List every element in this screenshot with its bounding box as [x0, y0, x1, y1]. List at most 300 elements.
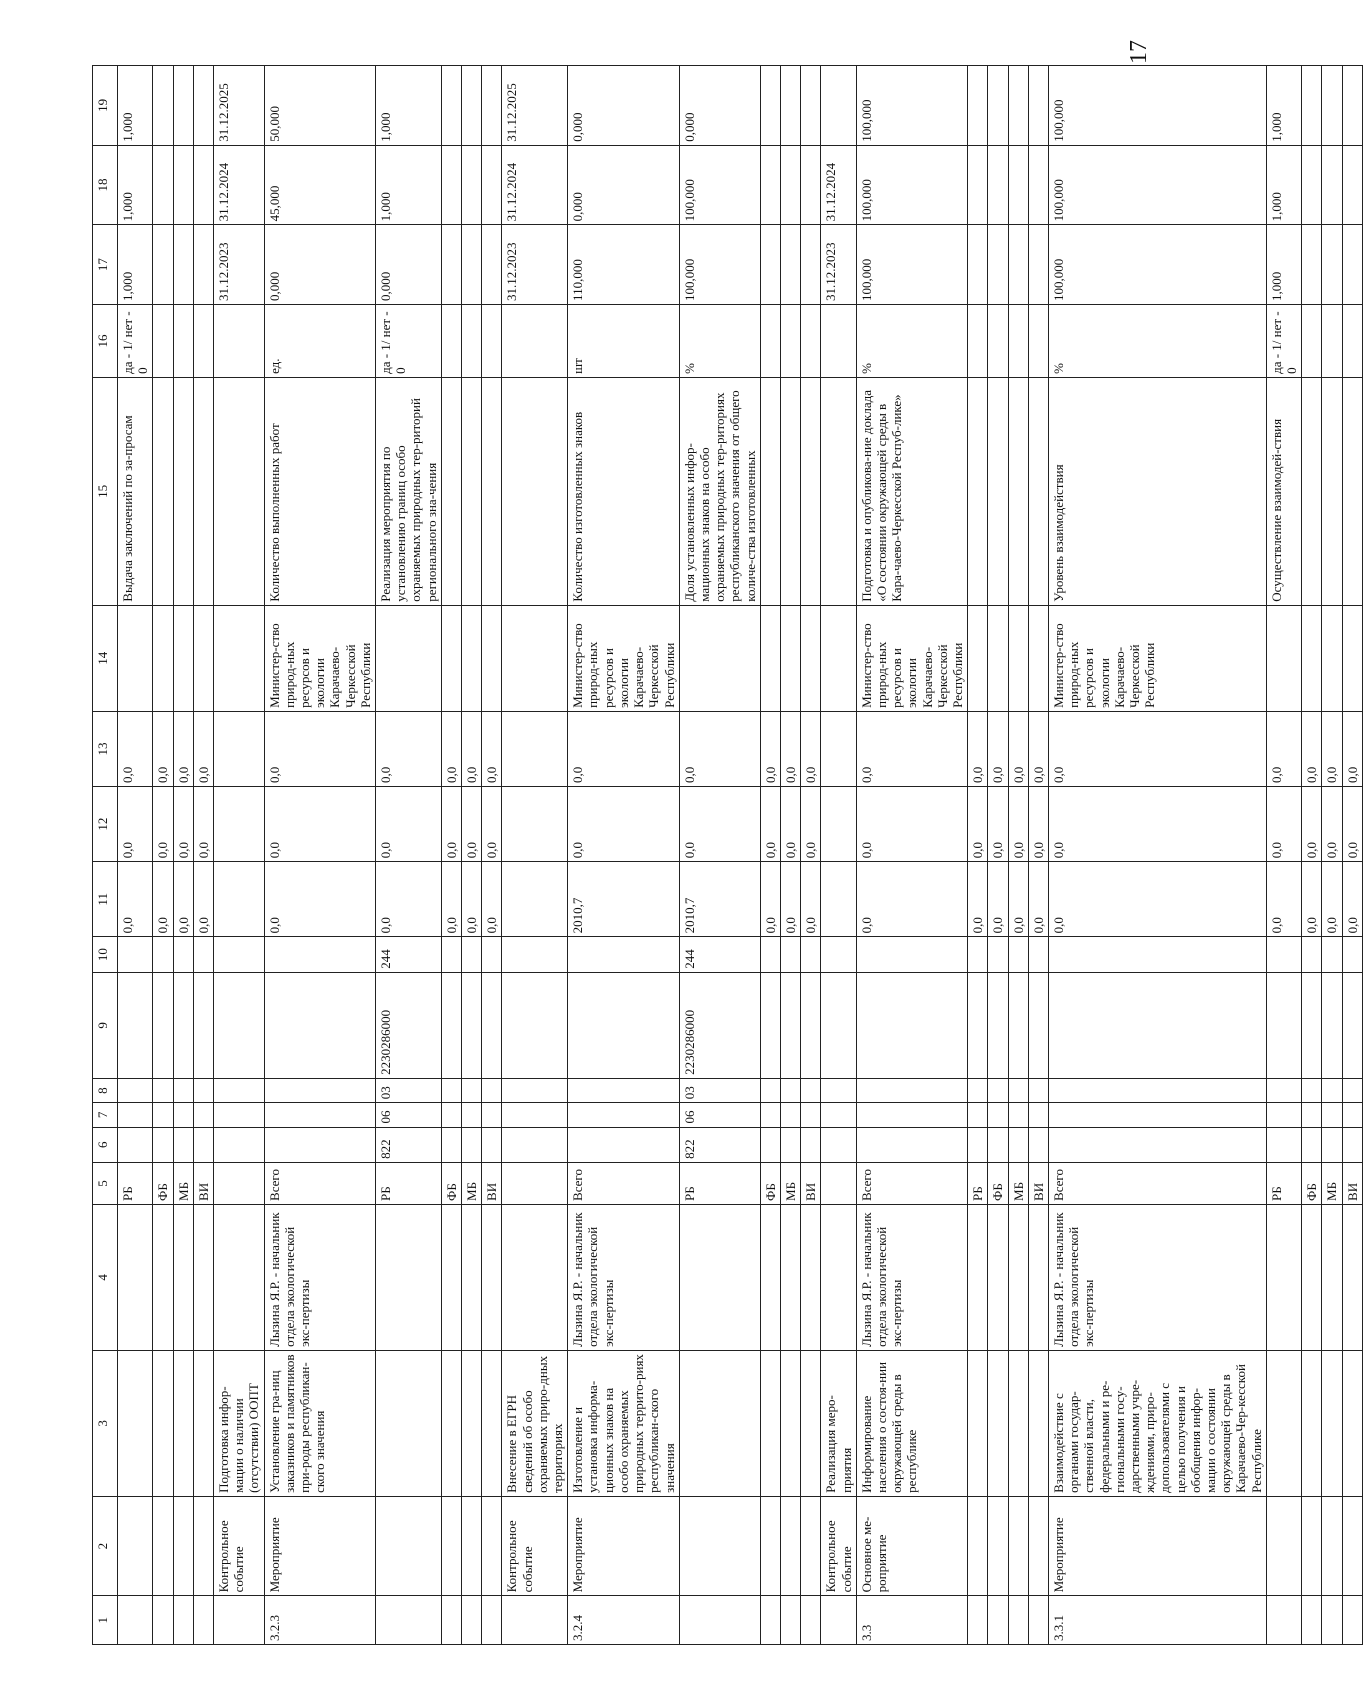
table-cell	[502, 1103, 568, 1127]
table-cell	[856, 1103, 967, 1127]
table-cell	[780, 1127, 800, 1162]
table-cell: 03	[679, 1078, 760, 1102]
table-cell	[968, 1078, 988, 1102]
table-cell	[801, 66, 821, 146]
table-cell	[821, 972, 856, 1078]
table-cell: 0,0	[856, 862, 967, 937]
table-cell: 0,0	[1048, 711, 1266, 786]
table-cell	[1028, 1350, 1048, 1496]
table-cell	[1322, 1496, 1342, 1596]
table-row	[153, 66, 173, 1645]
table-cell: РБ	[118, 1162, 153, 1204]
table-cell	[801, 145, 821, 225]
table-cell: МБ	[780, 1162, 800, 1204]
table-cell	[760, 304, 780, 377]
table-cell	[153, 1078, 173, 1102]
table-cell: 100,000	[679, 145, 760, 225]
table-cell: 0,0	[568, 787, 679, 862]
table-cell: Уровень взаимодействия	[1048, 377, 1266, 605]
table-cell	[1322, 377, 1342, 605]
table-cell	[1266, 972, 1301, 1078]
column-number: 11	[93, 862, 118, 937]
table-cell	[1028, 1496, 1048, 1596]
table-row	[1048, 66, 1266, 1645]
table-cell: 0,0	[801, 711, 821, 786]
table-cell	[462, 972, 482, 1078]
table-cell	[760, 937, 780, 972]
table-cell: ФБ	[441, 1162, 461, 1204]
table-cell	[118, 1496, 153, 1596]
table-cell: Мероприятие	[264, 1496, 375, 1596]
table-cell	[1266, 1103, 1301, 1127]
table-cell	[441, 937, 461, 972]
table-cell	[173, 605, 193, 711]
table-cell	[214, 862, 265, 937]
table-cell: Министер-ство природ-ных ресурсов и экологии Карачаево-Черкесской Республики	[264, 605, 375, 711]
table-row	[173, 66, 193, 1645]
table-cell	[968, 304, 988, 377]
table-cell	[968, 1204, 988, 1350]
table-cell	[153, 377, 173, 605]
table-cell: 110,000	[568, 225, 679, 305]
table-cell	[568, 937, 679, 972]
table-cell: 822	[679, 1127, 760, 1162]
table-cell: 06	[376, 1103, 442, 1127]
table-cell	[502, 862, 568, 937]
table-row	[780, 66, 800, 1645]
table-cell	[441, 66, 461, 146]
table-cell: Основное ме-роприятие	[856, 1496, 967, 1596]
table-cell	[441, 377, 461, 605]
table-cell	[568, 972, 679, 1078]
table-row	[1028, 66, 1048, 1645]
table-cell: ФБ	[153, 1162, 173, 1204]
table-cell	[173, 1350, 193, 1496]
table-cell	[988, 145, 1008, 225]
table-cell: МБ	[1322, 1162, 1342, 1204]
table-cell	[801, 1496, 821, 1596]
table-cell	[1342, 1078, 1362, 1102]
table-cell	[760, 66, 780, 146]
table-row	[988, 66, 1008, 1645]
table-cell: 100,000	[856, 66, 967, 146]
table-cell	[968, 605, 988, 711]
table-cell	[441, 1204, 461, 1350]
table-cell	[968, 972, 988, 1078]
table-cell	[988, 66, 1008, 146]
table-cell	[153, 225, 173, 305]
table-row	[568, 66, 679, 1645]
table-cell: 0,0	[462, 711, 482, 786]
table-cell: %	[1048, 304, 1266, 377]
table-cell	[462, 1350, 482, 1496]
table-cell: 1,000	[1266, 145, 1301, 225]
table-cell	[1342, 1127, 1362, 1162]
table-cell	[1266, 1078, 1301, 1102]
table-cell	[1322, 1204, 1342, 1350]
table-cell: 0,0	[193, 787, 213, 862]
table-cell	[1322, 66, 1342, 146]
table-cell	[856, 1078, 967, 1102]
table-cell	[441, 1350, 461, 1496]
table-row	[193, 66, 213, 1645]
table-cell	[988, 1496, 1008, 1596]
table-cell: 0,0	[441, 862, 461, 937]
table-cell	[1008, 377, 1028, 605]
table-cell	[968, 937, 988, 972]
table-cell: 2230286000	[376, 972, 442, 1078]
table-cell	[1322, 304, 1342, 377]
table-cell	[118, 1078, 153, 1102]
table-cell	[821, 605, 856, 711]
table-cell	[801, 304, 821, 377]
table-cell: 0,0	[1266, 862, 1301, 937]
table-cell	[482, 377, 502, 605]
table-cell: 0,0	[441, 787, 461, 862]
table-cell	[193, 605, 213, 711]
page-number: 17	[1126, 40, 1152, 64]
column-number-row	[93, 66, 118, 1645]
table-cell	[118, 1204, 153, 1350]
table-cell	[1342, 1103, 1362, 1127]
table-cell: Всего	[264, 1162, 375, 1204]
table-cell	[679, 1496, 760, 1596]
table-row	[482, 66, 502, 1645]
table-cell: 3.2.3	[264, 1596, 375, 1645]
column-number: 6	[93, 1127, 118, 1162]
table-cell	[153, 1127, 173, 1162]
table-cell	[1302, 225, 1322, 305]
table-cell: МБ	[1008, 1162, 1028, 1204]
table-cell	[1342, 1496, 1362, 1596]
table-cell	[153, 145, 173, 225]
table-cell: 0,0	[376, 711, 442, 786]
table-cell	[1266, 1127, 1301, 1162]
table-cell: 31.12.2023	[821, 225, 856, 305]
table-cell	[193, 1204, 213, 1350]
table-cell	[502, 1127, 568, 1162]
column-number: 18	[93, 145, 118, 225]
table-cell	[173, 304, 193, 377]
table-cell	[214, 1596, 265, 1645]
table-cell	[1008, 1103, 1028, 1127]
table-cell: 0,0	[760, 711, 780, 786]
table-cell	[1028, 145, 1048, 225]
table-cell: РБ	[679, 1162, 760, 1204]
table-body	[93, 66, 1363, 1645]
table-cell	[482, 1127, 502, 1162]
table-cell: Лызина Я.Р. - начальник отдела экологической экс-пертизы	[1048, 1204, 1266, 1350]
table-cell: 0,0	[441, 711, 461, 786]
table-cell	[118, 1127, 153, 1162]
table-cell: Мероприятие	[568, 1496, 679, 1596]
table-cell	[1028, 972, 1048, 1078]
table-cell: 0,0	[153, 711, 173, 786]
table-cell: 0,0	[482, 862, 502, 937]
table-cell	[968, 1350, 988, 1496]
table-cell	[441, 605, 461, 711]
table-cell	[988, 377, 1008, 605]
table-cell	[193, 377, 213, 605]
table-cell	[1028, 377, 1048, 605]
table-cell	[462, 66, 482, 146]
table-cell	[760, 972, 780, 1078]
table-cell: 0,0	[1302, 787, 1322, 862]
table-cell: Реализация меро-приятия	[821, 1350, 856, 1496]
table-cell	[780, 66, 800, 146]
table-cell: 45,000	[264, 145, 375, 225]
table-cell	[1302, 1078, 1322, 1102]
table-cell	[264, 972, 375, 1078]
column-number: 12	[93, 787, 118, 862]
table-cell: 0,0	[153, 787, 173, 862]
table-cell	[482, 225, 502, 305]
table-cell: 0,0	[482, 787, 502, 862]
table-cell	[760, 605, 780, 711]
table-cell	[988, 937, 1008, 972]
table-cell: ФБ	[1302, 1162, 1322, 1204]
table-cell: Министер-ство природ-ных ресурсов и экологии Карачаево-Черкесской Республики	[856, 605, 967, 711]
table-cell	[214, 304, 265, 377]
table-cell	[153, 605, 173, 711]
table-cell: 100,000	[1048, 225, 1266, 305]
table-cell	[173, 1204, 193, 1350]
table-cell	[1322, 145, 1342, 225]
table-cell	[780, 1496, 800, 1596]
table-cell: 0,0	[679, 711, 760, 786]
table-cell	[780, 1204, 800, 1350]
table-cell: %	[856, 304, 967, 377]
table-cell	[118, 972, 153, 1078]
table-cell	[1048, 1103, 1266, 1127]
table-cell	[214, 711, 265, 786]
table-cell	[1028, 1103, 1048, 1127]
table-cell	[1342, 937, 1362, 972]
table-row	[1322, 66, 1342, 1645]
column-number: 7	[93, 1103, 118, 1127]
table-cell: ВИ	[1028, 1162, 1048, 1204]
table-cell: Всего	[568, 1162, 679, 1204]
table-cell	[801, 605, 821, 711]
table-cell	[376, 605, 442, 711]
table-cell	[1342, 1350, 1362, 1496]
table-row	[1266, 66, 1301, 1645]
table-cell	[801, 1350, 821, 1496]
table-cell: ФБ	[760, 1162, 780, 1204]
table-row	[502, 66, 568, 1645]
table-cell	[801, 937, 821, 972]
table-cell	[568, 1078, 679, 1102]
table-cell: 100,000	[856, 225, 967, 305]
table-cell	[1008, 145, 1028, 225]
table-cell	[462, 1103, 482, 1127]
table-cell: 0,000	[568, 145, 679, 225]
table-cell	[1322, 1127, 1342, 1162]
table-cell	[173, 1103, 193, 1127]
table-cell	[502, 711, 568, 786]
table-cell	[1302, 1204, 1322, 1350]
table-cell	[780, 304, 800, 377]
table-cell	[482, 1078, 502, 1102]
table-cell	[1302, 605, 1322, 711]
table-cell	[193, 937, 213, 972]
table-cell	[502, 1596, 568, 1645]
table-cell	[1028, 1127, 1048, 1162]
table-cell: 0,0	[1048, 787, 1266, 862]
table-cell: 3.3.1	[1048, 1596, 1266, 1645]
table-cell: 0,0	[376, 862, 442, 937]
table-cell: 822	[376, 1127, 442, 1162]
table-cell	[214, 972, 265, 1078]
table-cell	[821, 1127, 856, 1162]
table-cell	[1008, 937, 1028, 972]
table-cell	[153, 304, 173, 377]
table-row	[801, 66, 821, 1645]
table-cell: Количество выполненных работ	[264, 377, 375, 605]
table-cell	[1302, 1596, 1322, 1645]
table-cell	[214, 605, 265, 711]
table-cell	[376, 1350, 442, 1496]
table-cell	[801, 1596, 821, 1645]
table-cell: 0,0	[118, 862, 153, 937]
column-number: 14	[93, 605, 118, 711]
table-cell	[173, 145, 193, 225]
table-cell	[1028, 1204, 1048, 1350]
table-row	[1302, 66, 1322, 1645]
table-cell	[1028, 66, 1048, 146]
table-cell	[214, 1204, 265, 1350]
table-cell	[760, 1596, 780, 1645]
table-cell	[462, 937, 482, 972]
table-cell	[1008, 1204, 1028, 1350]
table-cell	[462, 1596, 482, 1645]
table-cell	[482, 1350, 502, 1496]
table-cell: 06	[679, 1103, 760, 1127]
table-cell: 0,0	[193, 711, 213, 786]
table-cell: шт	[568, 304, 679, 377]
table-cell	[441, 972, 461, 1078]
table-cell	[502, 937, 568, 972]
table-cell	[1008, 605, 1028, 711]
table-cell	[193, 1127, 213, 1162]
table-cell	[153, 1596, 173, 1645]
table-cell	[821, 937, 856, 972]
table-cell: 1,000	[118, 225, 153, 305]
table-cell: 0,000	[376, 225, 442, 305]
table-cell: 0,0	[801, 787, 821, 862]
column-number: 8	[93, 1078, 118, 1102]
table-cell	[462, 145, 482, 225]
table-cell: 31.12.2024	[821, 145, 856, 225]
table-cell	[1008, 1596, 1028, 1645]
table-cell: РБ	[968, 1162, 988, 1204]
table-cell	[679, 1350, 760, 1496]
table-cell: 0,0	[968, 787, 988, 862]
table-cell	[482, 1496, 502, 1596]
table-cell: 100,000	[1048, 66, 1266, 146]
table-cell: Министер-ство природ-ных ресурсов и экологии Карачаево-Черкесской Республики	[568, 605, 679, 711]
table-cell	[988, 1204, 1008, 1350]
table-cell	[173, 1596, 193, 1645]
table-cell	[821, 377, 856, 605]
table-cell	[760, 377, 780, 605]
table-cell	[1342, 145, 1362, 225]
table-cell	[821, 711, 856, 786]
table-cell	[988, 1103, 1008, 1127]
table-row	[462, 66, 482, 1645]
table-cell	[760, 1496, 780, 1596]
table-cell	[193, 972, 213, 1078]
table-cell	[482, 972, 502, 1078]
table-cell	[1302, 304, 1322, 377]
table-cell: да - 1/ нет - 0	[118, 304, 153, 377]
table-cell: да - 1/ нет - 0	[376, 304, 442, 377]
table-cell: 3.2.4	[568, 1596, 679, 1645]
table-cell	[1028, 225, 1048, 305]
table-cell	[780, 225, 800, 305]
table-cell	[1028, 937, 1048, 972]
table-cell	[482, 1103, 502, 1127]
table-row	[968, 66, 988, 1645]
table-cell	[1266, 605, 1301, 711]
table-cell	[1342, 1596, 1362, 1645]
table-cell	[1322, 937, 1342, 972]
table-row	[118, 66, 153, 1645]
table-cell	[1302, 145, 1322, 225]
table-cell: 0,0	[173, 862, 193, 937]
column-number: 15	[93, 377, 118, 605]
table-cell	[780, 1078, 800, 1102]
table-cell	[153, 972, 173, 1078]
table-cell	[1048, 1127, 1266, 1162]
table-cell	[1008, 1496, 1028, 1596]
table-cell: 0,0	[1048, 862, 1266, 937]
table-cell	[801, 1204, 821, 1350]
table-cell	[1028, 605, 1048, 711]
table-cell	[173, 972, 193, 1078]
table-cell: 0,0	[118, 711, 153, 786]
table-cell	[968, 1127, 988, 1162]
table-cell: 1,000	[118, 145, 153, 225]
table-cell	[153, 1350, 173, 1496]
table-cell	[153, 1103, 173, 1127]
table-cell: 0,0	[264, 862, 375, 937]
table-cell	[1342, 66, 1362, 146]
table-cell: ФБ	[988, 1162, 1008, 1204]
table-cell	[193, 145, 213, 225]
table-cell	[821, 66, 856, 146]
table-cell	[118, 1350, 153, 1496]
table-cell: 0,0	[968, 711, 988, 786]
table-cell	[462, 1127, 482, 1162]
table-cell	[193, 304, 213, 377]
table-cell: МБ	[462, 1162, 482, 1204]
table-cell	[441, 1103, 461, 1127]
table-cell	[462, 225, 482, 305]
table-row	[441, 66, 461, 1645]
table-cell: 0,0	[264, 711, 375, 786]
table-cell	[1302, 937, 1322, 972]
column-number: 17	[93, 225, 118, 305]
table-cell	[214, 787, 265, 862]
table-cell: 0,0	[968, 862, 988, 937]
table-cell: 244	[376, 937, 442, 972]
table-cell	[780, 937, 800, 972]
table-cell: 0,0	[1342, 711, 1362, 786]
table-cell	[760, 225, 780, 305]
table-cell	[502, 1078, 568, 1102]
table-cell: Осуществление взаимодей-ствия	[1266, 377, 1301, 605]
